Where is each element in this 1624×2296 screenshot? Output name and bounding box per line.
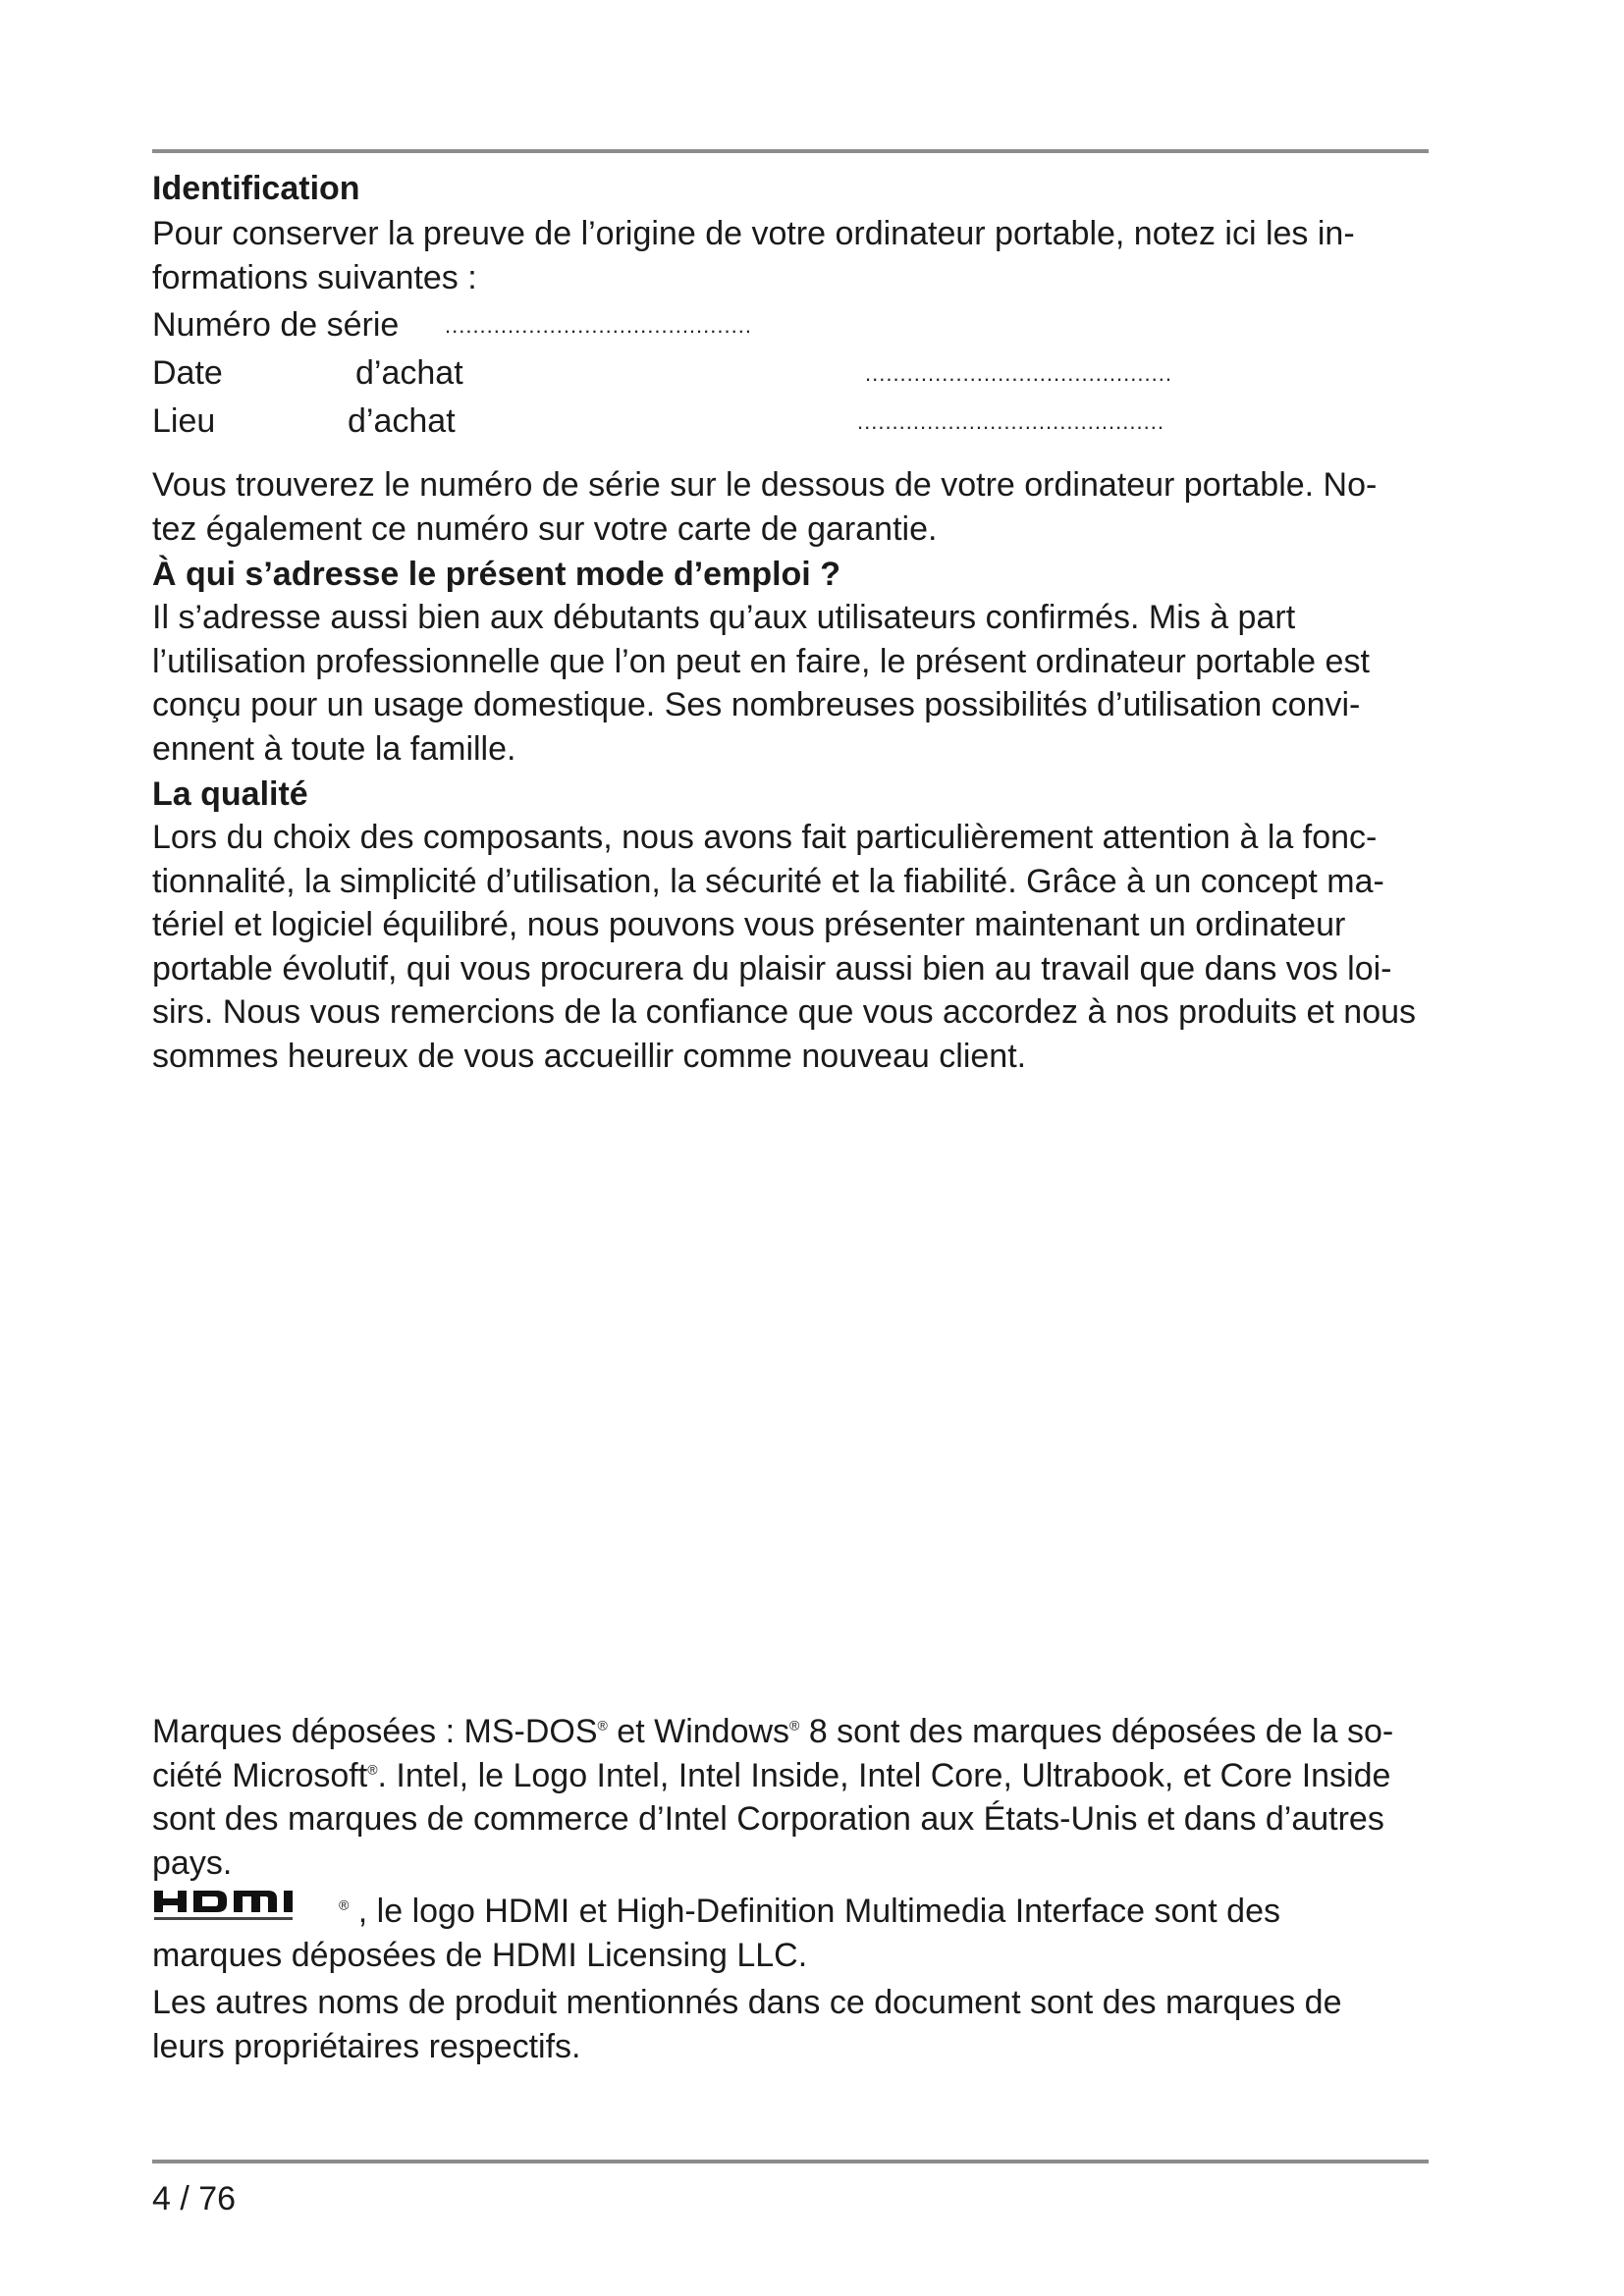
- identification-intro: [152, 212, 1429, 299]
- field-label-word2: d’achat: [348, 402, 456, 440]
- others-text: Les autres noms de produit mentionnés dans ce document sont des marques de: [152, 1984, 1342, 2021]
- trademark-text: sont des marques de commerce d’Intel Corporation aux États-Unis et dans d’autres: [152, 1800, 1384, 1838]
- registered-mark: ®: [789, 1717, 800, 1734]
- field-label: Numéro de série: [152, 306, 400, 344]
- audience-heading: À qui s’adresse le présent mode d’emploi ?: [152, 556, 840, 593]
- registered-mark: ®: [597, 1717, 608, 1734]
- field-label-word2: d’achat: [355, 354, 463, 392]
- quality-line: tériel et logiciel équilibré, nous pouvons vous présenter maintenant un ordinateur: [152, 906, 1346, 943]
- quality-line: sirs. Nous vous remercions de la confiance que vous accordez à nos produits et nous: [152, 993, 1417, 1031]
- field-dots: ............................................: [445, 313, 752, 338]
- registered-mark: ®: [339, 1896, 350, 1913]
- trademark-text: ciété Microsoft: [152, 1756, 368, 1794]
- field-dots: ............................................: [857, 409, 1164, 434]
- trademark-text: pays.: [152, 1843, 233, 1882]
- identification-intro-line2: formations suivantes :: [152, 258, 477, 296]
- field-purchase-place[interactable]: [152, 398, 1429, 446]
- bottom-rule: [152, 2160, 1429, 2163]
- trademarks-paragraph: [152, 1710, 1429, 1885]
- hdmi-logo: [152, 1887, 339, 1926]
- hdmi-logo-graphic: [152, 1887, 339, 1926]
- page-number: 4 / 76: [152, 2180, 237, 2217]
- others-paragraph: [152, 1981, 1429, 2068]
- audience-paragraph: [152, 596, 1429, 771]
- hdmi-text: marques déposées de HDMI Licensing LLC.: [152, 1936, 808, 1974]
- trademark-text: . Intel, le Logo Intel, Intel Inside, Intel Core, Ultrabook, et Core Inside: [377, 1756, 1391, 1794]
- quality-paragraph: [152, 816, 1429, 1078]
- audience-line: l’utilisation professionnelle que l’on peut en faire, le présent ordinateur portable est: [152, 642, 1370, 680]
- audience-line: ennent à toute la famille.: [152, 729, 516, 768]
- serial-note-line2: tez également ce numéro sur votre carte de garantie.: [152, 509, 938, 548]
- registered-mark: ®: [367, 1761, 378, 1778]
- field-serial-number[interactable]: [152, 301, 1429, 349]
- hdmi-text: , le logo HDMI et High-Definition Multimedia Interface sont des: [349, 1893, 1280, 1930]
- audience-line: conçu pour un usage domestique. Ses nombreuses possibilités d’utilisation convi-: [152, 686, 1361, 723]
- field-dots: ............................................: [865, 361, 1172, 386]
- field-label: Lieu: [152, 402, 216, 440]
- serial-note: [152, 463, 1429, 551]
- quality-line: portable évolutif, qui vous procurera du plaisir aussi bien au travail que dans vos loi-: [152, 949, 1392, 988]
- audience-line: Il s’adresse aussi bien aux débutants qu’aux utilisateurs confirmés. Mis à part: [152, 599, 1296, 636]
- bottom-rule-wrap: [152, 2160, 1429, 2163]
- quality-line: sommes heureux de vous accueillir comme nouveau client.: [152, 1037, 1027, 1075]
- quality-line: tionnalité, la simplicité d’utilisation, la sécurité et la fiabilité. Grâce à un concept ma-: [152, 862, 1384, 900]
- identification-intro-line1: Pour conserver la preuve de l’origine de votre ordinateur portable, notez ici les in-: [152, 215, 1355, 252]
- trademarks-section: [152, 1710, 1429, 2068]
- identification-heading: Identification: [152, 170, 360, 207]
- trademark-text: et Windows: [607, 1713, 790, 1750]
- serial-note-line1: Vous trouverez le numéro de série sur le dessous de votre ordinateur portable. No-: [152, 466, 1378, 504]
- trademark-text: Marques déposées : MS-DOS: [152, 1713, 598, 1750]
- field-label: Date: [152, 354, 223, 392]
- hdmi-paragraph: [152, 1887, 1429, 1977]
- quality-heading: La qualité: [152, 775, 308, 813]
- others-text: leurs propriétaires respectifs.: [152, 2027, 581, 2065]
- quality-line: Lors du choix des composants, nous avons fait particulièrement attention à la fonc-: [152, 819, 1378, 856]
- trademark-text: 8 sont des marques déposées de la so-: [799, 1713, 1394, 1750]
- field-purchase-date[interactable]: [152, 349, 1429, 398]
- document-page: [152, 149, 1429, 1078]
